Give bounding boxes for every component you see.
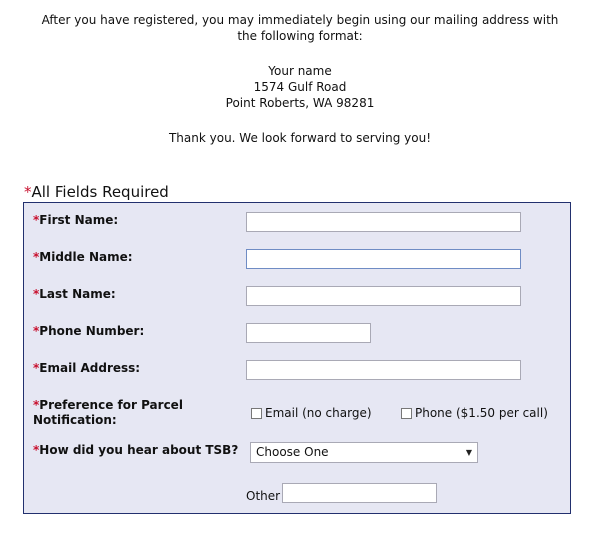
thank-you-text: Thank you. We look forward to serving you! (168, 131, 432, 145)
first-name-input[interactable] (246, 212, 521, 232)
referral-source-selected: Choose One (256, 445, 329, 459)
required-star: * (33, 398, 40, 412)
required-star: * (33, 213, 40, 227)
phone-number-label (33, 324, 144, 339)
email-notification-option[interactable] (251, 406, 372, 420)
phone-number-label-text: Phone Number: (39, 324, 145, 338)
required-star: * (33, 324, 40, 338)
middle-name-label (33, 250, 133, 265)
referral-source-select[interactable] (250, 442, 478, 463)
required-star: * (33, 287, 40, 301)
other-label: Other (246, 489, 281, 503)
intro-line-2: the following format: (237, 29, 363, 43)
email-address-label-text: Email Address: (39, 361, 141, 375)
required-star: * (24, 183, 32, 201)
middle-name-input[interactable] (246, 249, 521, 269)
required-star: * (33, 443, 40, 457)
address-street: 1574 Gulf Road (253, 80, 347, 94)
email-notification-label: Email (no charge) (265, 406, 372, 420)
parcel-label-line-1: Preference for Parcel (39, 398, 183, 412)
referral-source-label-text: How did you hear about TSB? (39, 443, 239, 457)
first-name-label-text: First Name: (39, 213, 119, 227)
parcel-notification-label (33, 398, 183, 428)
phone-notification-checkbox[interactable] (401, 408, 412, 419)
all-fields-required-heading (24, 183, 169, 201)
phone-number-input[interactable] (246, 323, 371, 343)
required-heading-text: All Fields Required (31, 183, 169, 201)
email-address-input[interactable] (246, 360, 521, 380)
chevron-down-icon[interactable]: ▼ (465, 448, 472, 457)
referral-source-label (33, 443, 238, 458)
email-notification-checkbox[interactable] (251, 408, 262, 419)
first-name-label (33, 213, 118, 228)
last-name-label (33, 287, 116, 302)
last-name-label-text: Last Name: (39, 287, 116, 301)
registration-form (23, 202, 571, 514)
intro-line-1: After you have registered, you may immediately begin using our mailing address with (41, 13, 559, 27)
parcel-label-line-2: Notification: (33, 413, 117, 427)
other-input[interactable] (282, 483, 437, 503)
address-city: Point Roberts, WA 98281 (225, 96, 375, 110)
required-star: * (33, 250, 40, 264)
last-name-input[interactable] (246, 286, 521, 306)
address-name: Your name (268, 64, 332, 78)
email-address-label (33, 361, 140, 376)
phone-notification-label: Phone ($1.50 per call) (415, 406, 548, 420)
required-star: * (33, 361, 40, 375)
phone-notification-option[interactable] (401, 406, 548, 420)
middle-name-label-text: Middle Name: (39, 250, 133, 264)
